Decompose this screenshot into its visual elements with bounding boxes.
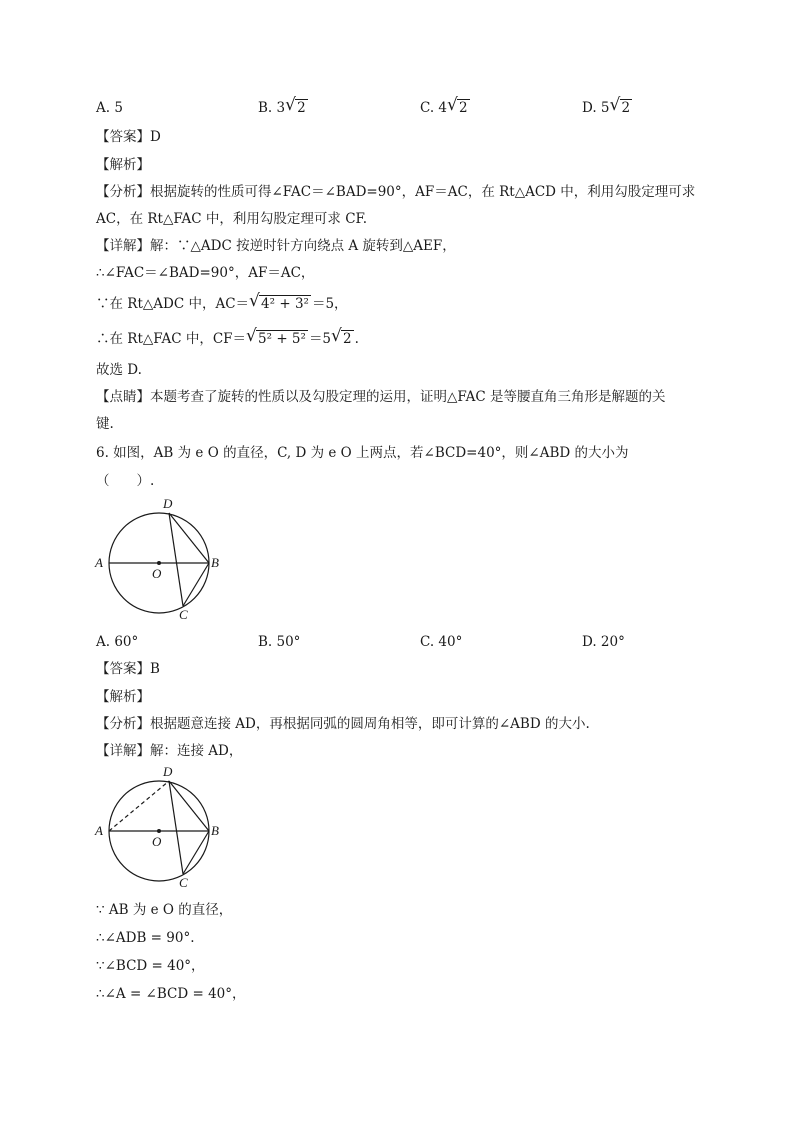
q5-detail-line2: ∴∠FAC＝∠BAD=90°，AF＝AC， (96, 265, 315, 281)
q6-analysis-title: 【解析】 (96, 689, 150, 705)
q6-step3: ∵∠BCD = 40°， (96, 958, 205, 974)
center-point-2 (157, 829, 161, 833)
q5-detail-line1: 【详解】解：∵△ADC 按逆时针方向绕点 A 旋转到△AEF， (96, 238, 456, 254)
q5-option-d: D. 5√ 2 (582, 98, 633, 118)
q5-option-c: C. 4√ 2 (420, 98, 471, 118)
q6-option-a: A. 60° (96, 634, 139, 650)
circle-diagram-2 (90, 762, 230, 894)
segment-cb-2 (183, 831, 209, 874)
label-d-2: D (163, 764, 173, 779)
q6-step4: ∴∠A = ∠BCD = 40°， (96, 986, 246, 1002)
q6-step1: ∵ AB 为 e O 的直径， (96, 902, 233, 918)
q5-answer: 【答案】D (96, 129, 161, 145)
q5-option-b: B. 3√ 2 (258, 98, 309, 118)
segment-cb (183, 563, 209, 606)
q6-option-d: D. 20° (582, 634, 625, 650)
q6-detail-line1: 【详解】解：连接 AD， (96, 743, 243, 759)
label-b-2: B (211, 823, 219, 838)
q5-fenxi-line1: 【分析】根据旋转的性质可得∠FAC＝∠BAD=90°，AF＝AC，在 Rt△ACD 中，利用勾股定理可求 (96, 184, 696, 200)
segment-ad-dashed (109, 781, 169, 831)
q6-step2: ∴∠ADB = 90°. (96, 930, 195, 946)
q5-dianjing-line2: 键. (96, 416, 114, 432)
q6-stem-line1: 6. 如图，AB 为 e O 的直径，C, D 为 e O 上两点，若∠BCD=40°，则∠ABD 的大小为 (96, 445, 629, 461)
label-o-2: O (152, 834, 162, 849)
q5-option-a: A. 5 (96, 100, 123, 116)
q5-choose: 故选 D. (96, 362, 142, 378)
circle-diagram-1 (90, 494, 230, 626)
q6-answer: 【答案】B (96, 661, 160, 677)
q5-analysis-title: 【解析】 (96, 157, 150, 173)
label-a-2: A (95, 823, 103, 838)
label-o: O (152, 566, 162, 581)
label-d: D (163, 496, 173, 511)
q6-option-c: C. 40° (420, 634, 463, 650)
label-b: B (211, 555, 219, 570)
label-c-2: C (179, 875, 188, 890)
q6-stem-line2: （ ）. (96, 473, 155, 489)
q5-dianjing-line1: 【点睛】本题考查了旋转的性质以及勾股定理的运用，证明△FAC 是等腰直角三角形是解题的关 (96, 389, 666, 405)
q6-option-b: B. 50° (258, 634, 301, 650)
q5-fenxi-line2: AC，在 Rt△FAC 中，利用勾股定理可求 CF. (96, 211, 368, 227)
center-point (157, 561, 161, 565)
q5-detail-line4: ∴在 Rt△FAC 中，CF＝√ 5² + 5² ＝5√ 2 . (96, 329, 359, 349)
label-c: C (179, 607, 188, 622)
q5-detail-line3: ∵在 Rt△ADC 中，AC＝√ 4² + 3² ＝5， (96, 294, 348, 314)
label-a: A (95, 555, 103, 570)
q6-fenxi: 【分析】根据题意连接 AD，再根据同弧的圆周角相等，即可计算的∠ABD 的大小. (96, 716, 590, 732)
